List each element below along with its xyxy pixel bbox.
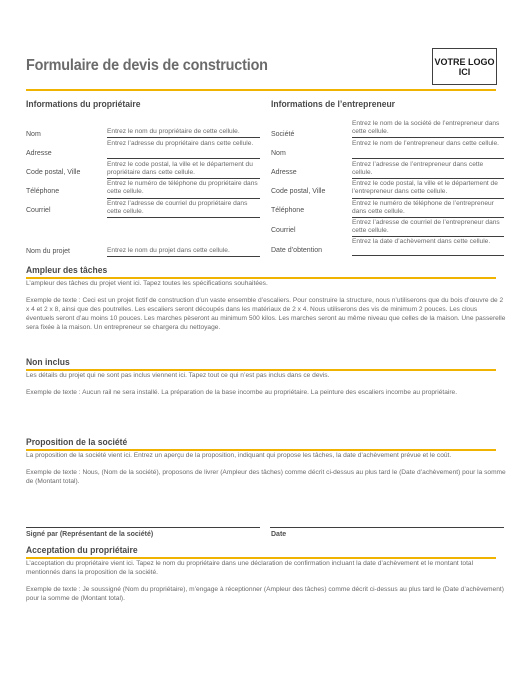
excluded-example[interactable]: Exemple de texte : Aucun rail ne sera installé. La préparation de la base incombe au propriétaire. La peinture des escaliers incombe au propriétaire.	[26, 389, 458, 396]
contractor-phone-field[interactable]: Entrez le numéro de téléphone de l’entrepreneur dans cette cellule.	[352, 200, 504, 218]
acceptance-intro[interactable]: L’acceptation du propriétaire vient ici. Tapez le nom du propriétaire dans une déclaration de confirmation incluant la date d’achèvement et le montant total mentionnés dans la proposition de la société.	[26, 560, 474, 576]
logo-placeholder	[432, 48, 497, 85]
proposal-example[interactable]: Exemple de texte : Nous, (Nom de la société), proposons de livrer (Ampleur des tâches) comme décrit ci-dessus au plus tard le (Date d’achèvement) pour la somme de (Montant total).	[26, 469, 506, 485]
project-name-field[interactable]: Entrez le nom du projet dans cette cellule.	[107, 247, 260, 257]
contractor-email-field[interactable]: Entrez l’adresse de courriel de l’entrepreneur dans cette cellule.	[352, 219, 504, 237]
contractor-postal-field[interactable]: Entrez le code postal, la ville et le département de l’entrepreneur dans cette cellule.	[352, 180, 504, 199]
contractor-company-field[interactable]: Entrez le nom de la société de l’entrepreneur dans cette cellule.	[352, 120, 504, 138]
owner-name-label: Nom	[26, 131, 41, 138]
contractor-address-label: Adresse	[271, 169, 297, 176]
owner-email-label: Courriel	[26, 207, 51, 214]
contractor-name-label: Nom	[271, 150, 286, 157]
owner-phone-label: Téléphone	[26, 188, 60, 195]
owner-address-label: Adresse	[26, 150, 52, 157]
proposal-heading: Proposition de la société	[26, 437, 128, 448]
scope-heading: Ampleur des tâches	[26, 265, 108, 276]
scope-intro[interactable]: L’ampleur des tâches du projet vient ici. Tapez toutes les spécifications souhaitées.	[26, 280, 268, 287]
contractor-email-label: Courriel	[271, 227, 296, 234]
contractor-name-field[interactable]: Entrez le nom de l’entrepreneur dans cette cellule.	[352, 140, 504, 159]
contractor-postal-label: Code postal, Ville	[271, 188, 326, 195]
contractor-company-label: Société	[271, 131, 295, 138]
logo-line-2: ICI	[458, 66, 471, 77]
proposal-intro[interactable]: La proposition de la société vient ici. Entrez un aperçu de la proposition, indiquant qui propose les tâches, la date d’achèvement prévue et le coût.	[26, 452, 452, 459]
contractor-heading: Informations de l’entrepreneur	[271, 99, 396, 110]
signature-line[interactable]	[26, 527, 260, 528]
owner-address-field[interactable]: Entrez l’adresse du propriétaire dans cette cellule.	[107, 140, 260, 159]
page-title: Formulaire de devis de construction	[26, 57, 268, 74]
date-label: Date	[271, 531, 287, 538]
owner-email-field[interactable]: Entrez l’adresse de courriel du propriétaire dans cette cellule.	[107, 200, 260, 218]
signed-by-label: Signé par (Représentant de la société)	[26, 531, 154, 538]
contractor-address-field[interactable]: Entrez l’adresse de l’entrepreneur dans cette cellule.	[352, 161, 504, 179]
owner-heading: Informations du propriétaire	[26, 99, 141, 110]
scope-example[interactable]: Exemple de texte : Ceci est un projet fictif de construction d’un vaste ensemble d’escaliers. Pour construire la structure, nous n’utiliserons que du bois d’œuvre de 2 x 4 et 2 x 8, ainsi que des poutrelles. Les escaliers seront découpés dans les matériaux de 2 x 4. Nous utiliserons des vis de minimum 2 pouces. Les clous éventuels seront d’au moins 10 pouces. Les marches pèseront au minimum 500 kilos. Les marches seront au même niveau que celles de la maison. Une passerelle sera fixée à la maison. Un entrepreneur se chargera du nettoyage.	[26, 297, 506, 331]
logo-line-1: VOTRE LOGO	[434, 56, 495, 67]
date-line[interactable]	[270, 527, 504, 528]
acceptance-heading: Acceptation du propriétaire	[26, 545, 138, 556]
owner-postal-field[interactable]: Entrez le code postal, la ville et le département du propriétaire dans cette cellule.	[107, 161, 260, 179]
acceptance-example[interactable]: Exemple de texte : Je soussigné (Nom du propriétaire), m’engage à réceptionner (Ampleur des tâches) comme décrit ci-dessus au plus tard le (Date d’achèvement) pour la somme de (Montant total).	[26, 586, 504, 602]
contractor-date-label: Date d’obtention	[271, 247, 322, 254]
project-name-label: Nom du projet	[26, 248, 70, 255]
header-rule	[26, 89, 496, 91]
contractor-phone-label: Téléphone	[271, 207, 305, 214]
owner-name-field[interactable]: Entrez le nom du propriétaire de cette cellule.	[107, 128, 260, 138]
owner-postal-label: Code postal, Ville	[26, 169, 81, 176]
excluded-intro[interactable]: Les détails du projet qui ne sont pas inclus viennent ici. Tapez tout ce qui n’est pas inclus dans ce devis.	[26, 372, 330, 379]
owner-phone-field[interactable]: Entrez le numéro de téléphone du propriétaire dans cette cellule.	[107, 180, 260, 199]
contractor-date-field[interactable]: Entrez la date d’achèvement dans cette cellule.	[352, 238, 504, 256]
excluded-heading: Non inclus	[26, 357, 70, 368]
